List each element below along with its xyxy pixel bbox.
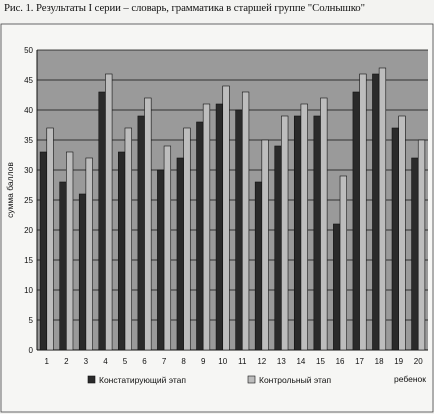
bar-series2-child-2 [66, 152, 73, 350]
x-tick-label: 1 [44, 357, 50, 366]
bar-series2-child-8 [184, 128, 191, 350]
y-tick-label: 5 [28, 316, 33, 325]
bar-series1-child-13 [275, 146, 282, 350]
bar-series1-child-15 [314, 116, 321, 350]
bar-series1-child-1 [40, 152, 47, 350]
legend-swatch-1 [88, 376, 95, 383]
x-tick-label: 10 [218, 357, 228, 366]
bar-series1-child-8 [177, 158, 184, 350]
y-axis-title: сумма баллов [5, 162, 15, 218]
y-tick-label: 30 [24, 166, 33, 175]
bar-series1-child-16 [333, 224, 340, 350]
bar-series2-child-10 [223, 86, 230, 350]
y-tick-label: 15 [24, 256, 33, 265]
x-tick-label: 4 [103, 357, 108, 366]
x-tick-label: 3 [83, 357, 89, 366]
bar-series2-child-18 [379, 68, 386, 350]
bar-series1-child-4 [99, 92, 106, 350]
bar-series1-child-12 [255, 182, 262, 350]
bar-series2-child-17 [360, 74, 367, 350]
x-tick-label: 9 [200, 357, 206, 366]
y-tick-label: 25 [24, 196, 33, 205]
bar-series1-child-10 [216, 104, 223, 350]
bar-series2-child-11 [242, 92, 249, 350]
bar-series1-child-6 [138, 116, 145, 350]
figure-caption: Рис. 1. Результаты I серии – словарь, грамматика в старшей группе "Солнышко" [4, 2, 365, 14]
legend-swatch-2 [248, 376, 255, 383]
x-tick-label: 14 [296, 357, 306, 366]
y-tick-label: 0 [28, 346, 33, 355]
y-tick-label: 40 [24, 106, 33, 115]
bar-series1-child-19 [392, 128, 399, 350]
x-tick-label: 5 [122, 357, 128, 366]
bar-series1-child-7 [157, 170, 164, 350]
bar-series2-child-14 [301, 104, 308, 350]
x-tick-label: 20 [413, 357, 423, 366]
y-tick-label: 35 [24, 136, 33, 145]
x-tick-label: 15 [316, 357, 325, 366]
bar-series2-child-1 [47, 128, 54, 350]
y-tick-label: 20 [24, 226, 33, 235]
x-tick-label: 16 [335, 357, 345, 366]
bar-series2-child-5 [125, 128, 132, 350]
bar-series2-child-20 [418, 140, 425, 350]
bar-series2-child-16 [340, 176, 347, 350]
x-tick-label: 19 [394, 357, 404, 366]
legend-label-2: Контрольный этап [259, 375, 332, 385]
x-axis-title: ребенок [394, 374, 426, 384]
legend-label-1: Констатирующий этап [99, 375, 186, 385]
y-tick-label: 50 [24, 46, 33, 55]
bar-series1-child-2 [60, 182, 67, 350]
y-tick-label: 45 [24, 76, 33, 85]
x-tick-label: 6 [142, 357, 147, 366]
bar-series1-child-5 [118, 152, 125, 350]
x-tick-label: 7 [161, 357, 167, 366]
bar-series2-child-3 [86, 158, 93, 350]
bar-series2-child-4 [105, 74, 112, 350]
bar-series1-child-3 [79, 194, 86, 350]
x-tick-label: 2 [64, 357, 69, 366]
y-tick-label: 10 [24, 286, 33, 295]
bar-series1-child-17 [353, 92, 360, 350]
x-tick-label: 8 [181, 357, 186, 366]
bar-series2-child-6 [145, 98, 152, 350]
bar-series1-child-14 [294, 116, 301, 350]
x-tick-label: 17 [355, 357, 365, 366]
bar-series1-child-9 [197, 122, 204, 350]
bar-series2-child-9 [203, 104, 210, 350]
bar-series2-child-7 [164, 146, 171, 350]
bar-series2-child-19 [399, 116, 406, 350]
x-tick-label: 12 [257, 357, 267, 366]
x-tick-label: 11 [238, 357, 247, 366]
x-tick-label: 13 [276, 357, 286, 366]
x-tick-label: 18 [374, 357, 384, 366]
bar-series2-child-13 [281, 116, 288, 350]
bar-series1-child-18 [372, 74, 379, 350]
bar-series1-child-11 [236, 110, 243, 350]
bar-series2-child-12 [262, 140, 269, 350]
bar-series2-child-15 [320, 98, 327, 350]
bar-series1-child-20 [412, 158, 419, 350]
